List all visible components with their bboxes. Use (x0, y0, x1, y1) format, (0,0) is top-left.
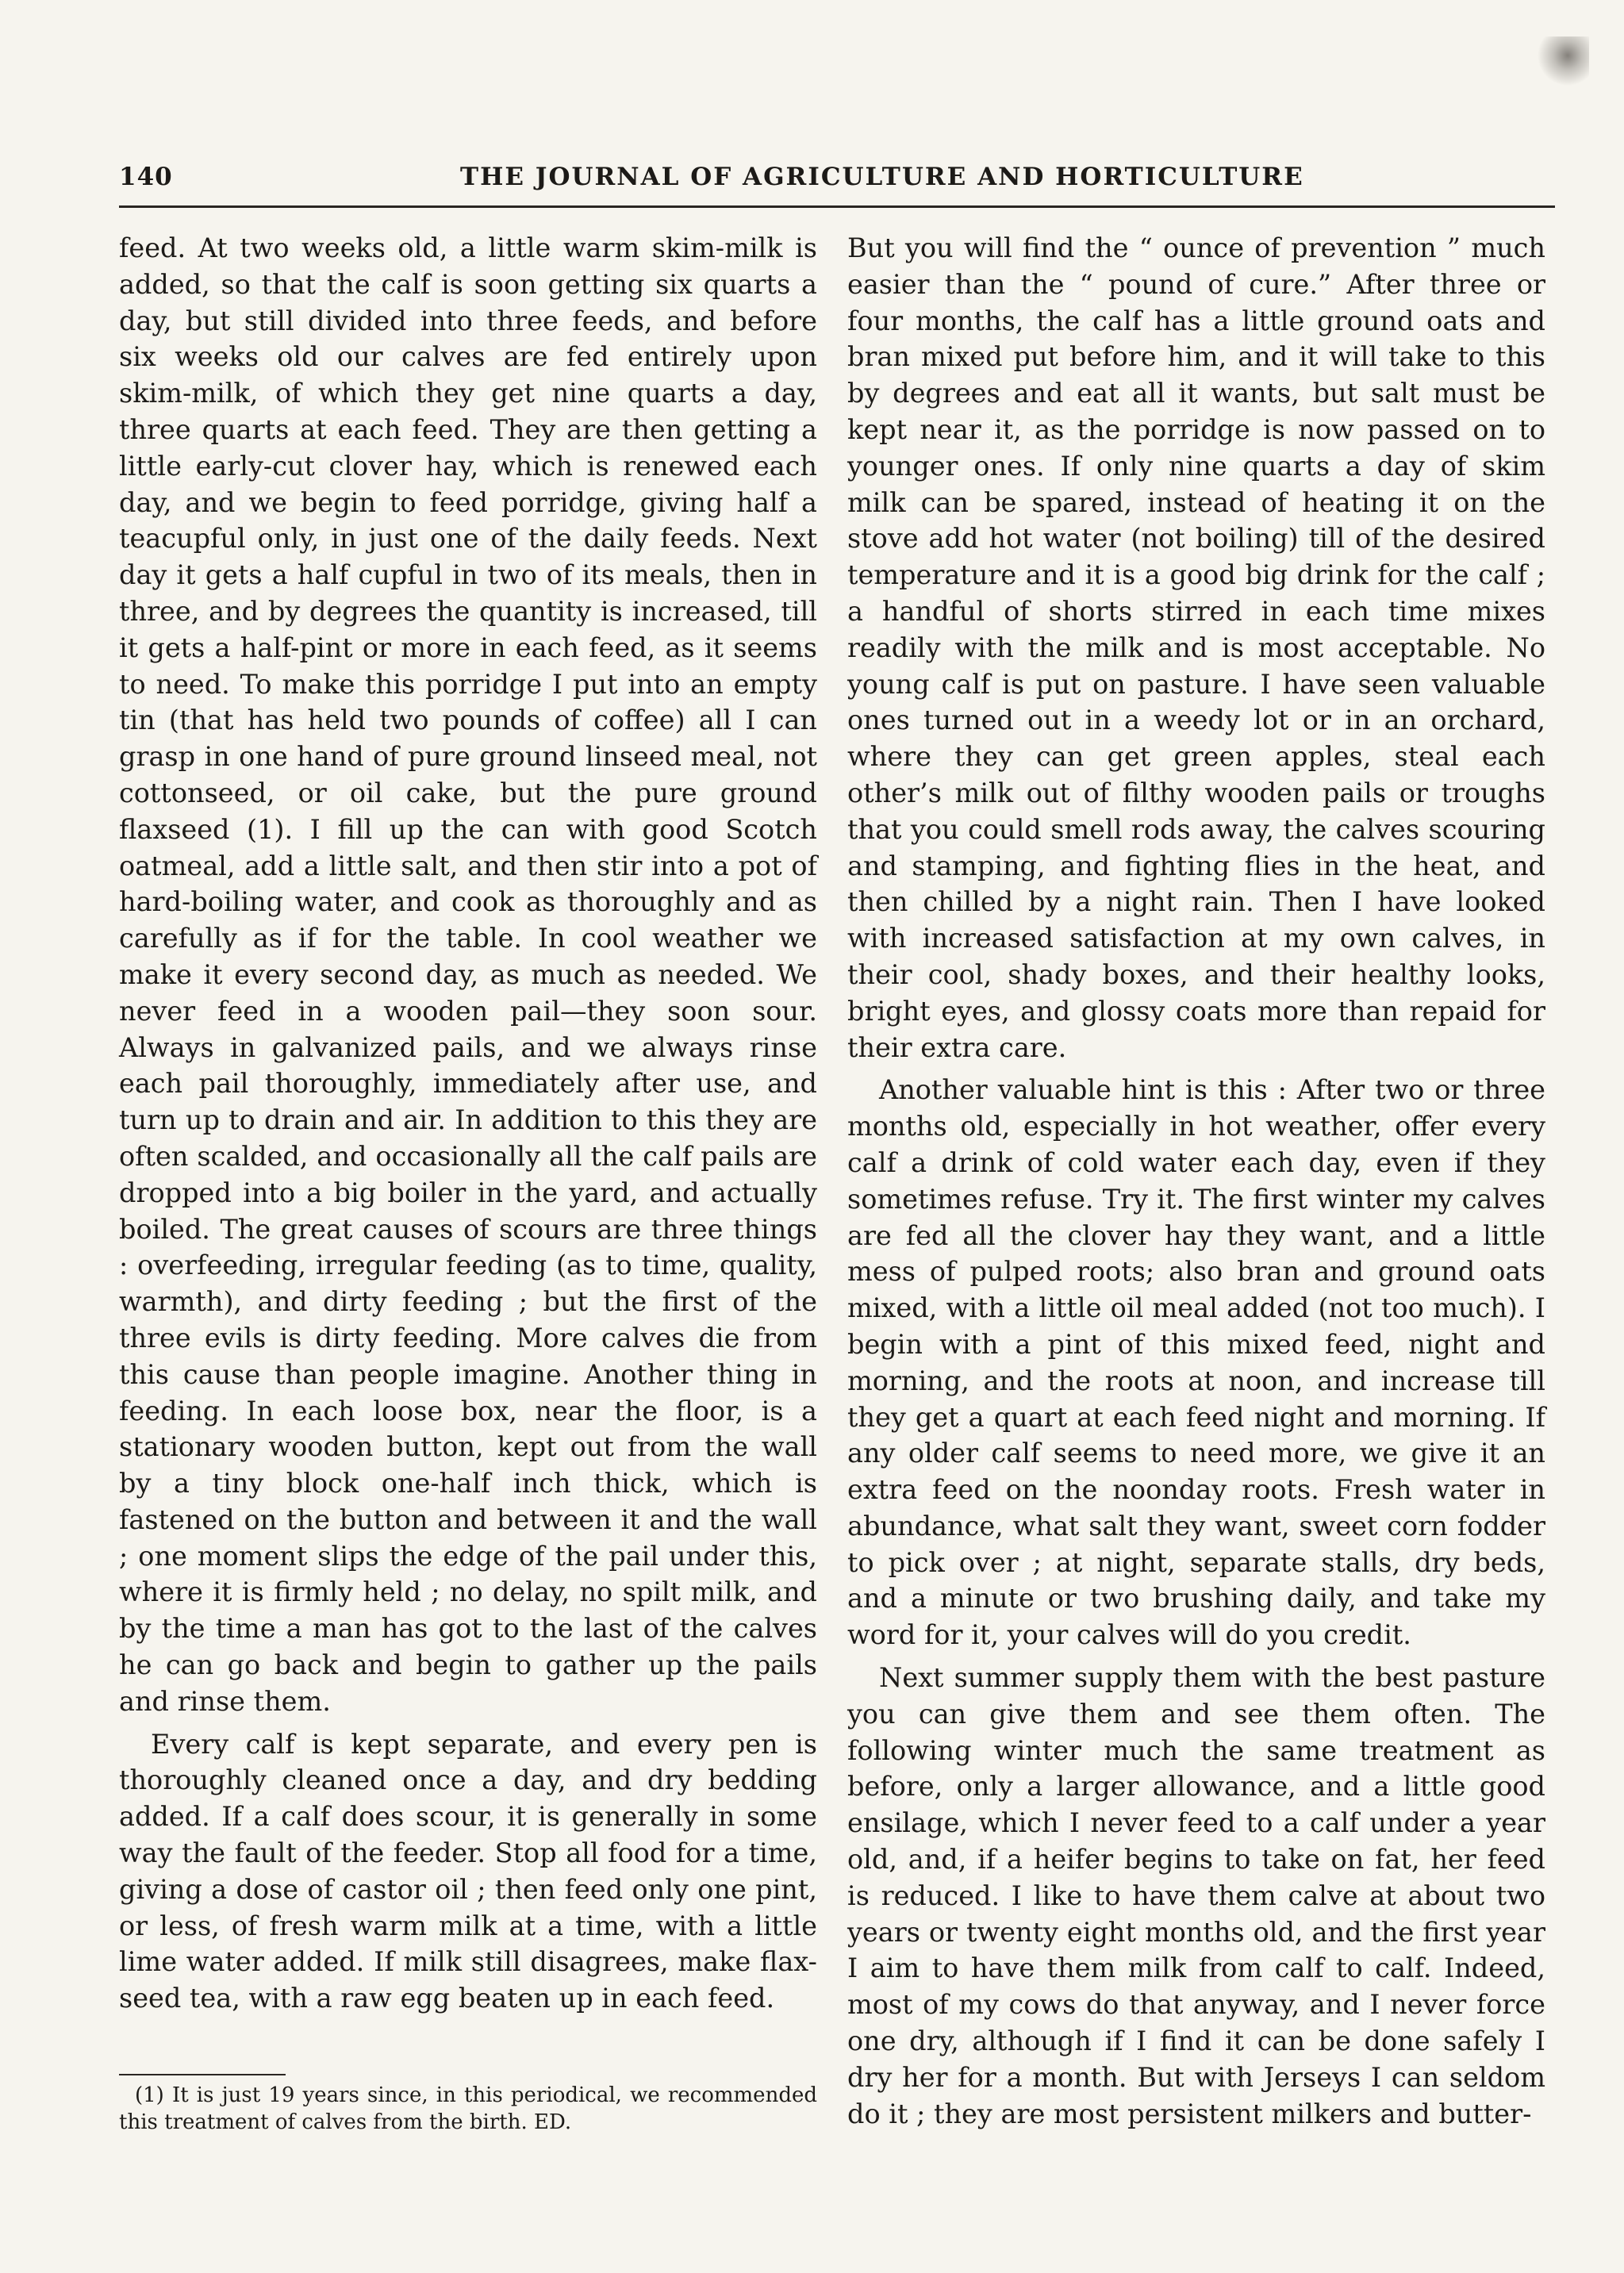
right-paragraph-1: But you will find the “ ounce of prevention ” much easier than the “ pound of cure.” After three or four months, the calf has a little ground oats and bran mixed put before him, and it will take to this by degrees and eat all it wants, but salt must be kept near it, as the porridge is now passed on to younger ones. If only nine quarts a day of skim milk can be spared, instead of heating it on the stove add hot water (not boiling) till of the desired temperature and it is a good big drink for the calf ; a handful of shorts stirred in each time mixes readily with the milk and is most acceptable. No young calf is put on pasture. I have seen valuable ones turned out in a weedy lot or in an orchard, where they can get green apples, steal each other’s milk out of filthy wooden pails or troughs that you could smell rods away, the calves scouring and stamping, and fighting flies in the heat, and then chilled by a night rain. Then I have looked with increased satisfaction at my own calves, in their cool, shady boxes, and their healthy looks, bright eyes, and glossy coats more than repaid for their extra care. (847, 232, 1545, 1063)
footnote: (1) It is just 19 years since, in this periodical, we recommended this treatment of calves from the birth. ED. (119, 2083, 817, 2134)
footnote-rule (119, 2074, 286, 2075)
header-rule (119, 205, 1555, 208)
right-paragraph-2: Another valuable hint is this : After two or three months old, especially in hot weather, offer every calf a drink of cold water each day, even if they sometimes refuse. Try it. The first winter my calves are fed all the clover hay they want, and a little mess of pulped roots; also bran and ground oats mixed, with a little oil meal added (not too much). I begin with a pint of this mixed feed, night and morning, and the roots at noon, and increase till they get a quart at each feed night and morning. If any older calf seems to need more, we give it an extra feed on the noonday roots. Fresh water in abundance, what salt they want, sweet corn fodder to pick over ; at night, separate stalls, dry beds, and a minute or two brushing daily, and take my word for it, your calves will do you credit. (847, 1074, 1545, 1651)
ink-speck (1518, 36, 1589, 100)
page-number: 140 (119, 163, 173, 191)
right-column (847, 230, 1545, 2132)
left-paragraph-1: feed. At two weeks old, a little warm skim-milk is added, so that the calf is soon getting six quarts a day, but still divided into three feeds, and before six weeks old our calves are fed entirely upon skim-milk, of which they get nine quarts a day, three quarts at each feed. They are then getting a little early-cut clover hay, which is renewed each day, and we begin to feed porridge, giving half a teacupful only, in just one of the daily feeds. Next day it gets a half cupful in two of its meals, then in three, and by degrees the quantity is increased, till it gets a half-pint or more in each feed, as it seems to need. To make this porridge I put into an empty tin (that has held two pounds of coffee) all I can grasp in one hand of pure ground linseed meal, not cottonseed, or oil cake, but the pure ground flaxseed (1). I fill up the can with good Scotch oatmeal, add a little salt, and then stir into a pot of hard-boiling water, and cook as thoroughly and as carefully as if for the table. In cool weather we make it every second day, as much as needed. We never feed in a wooden pail—they soon sour. Always in galvanized pails, and we always rinse each pail thoroughly, immediately after use, and turn up to drain and air. In addition to this they are often scalded, and occasionally all the calf pails are dropped into a big boiler in the yard, and actually boiled. The great causes of scours are three things : overfeeding, irregular feeding (as to time, quality, warmth), and dirty feeding ; but the first of the three evils is dirty feeding. More calves die from this cause than people imagine. Another thing in feeding. In each loose box, near the floor, is a stationary wooden button, kept out from the wall by a tiny block one-half inch thick, which is fastened on the button and between it and the wall ; one moment slips the edge of the pail under this, where it is firmly held ; no delay, no spilt milk, and by the time a man has got to the last of the calves he can go back and begin to gather up the pails and rinse them. (119, 232, 817, 1717)
right-paragraph-3: Next summer supply them with the best pasture you can give them and see them often. The following winter much the same treatment as before, only a larger allowance, and a little good ensilage, which I never feed to a calf under a year old, and, if a heifer begins to take on fat, her feed is reduced. I like to have them calve at about two years or twenty eight months old, and the first year I aim to have them milk from calf to calf. Indeed, most of my cows do that anyway, and I never force one dry, although if I find it can be done safely I dry her for a month. But with Jerseys I can seldom do it ; they are most persistent milkers and butter- (847, 1662, 1545, 2129)
running-title: THE JOURNAL OF AGRICULTURE AND HORTICULTURE (460, 163, 1304, 191)
page-header (119, 163, 1555, 201)
left-column (119, 230, 817, 2017)
left-paragraph-2: Every calf is kept separate, and every pen is thoroughly cleaned once a day, and dry bedding added. If a calf does scour, it is generally in some way the fault of the feeder. Stop all food for a time, giving a dose of castor oil ; then feed only one pint, or less, of fresh warm milk at a time, with a little lime water added. If milk still disagrees, make flax-seed tea, with a raw egg beaten up in each feed. (119, 1728, 817, 2014)
